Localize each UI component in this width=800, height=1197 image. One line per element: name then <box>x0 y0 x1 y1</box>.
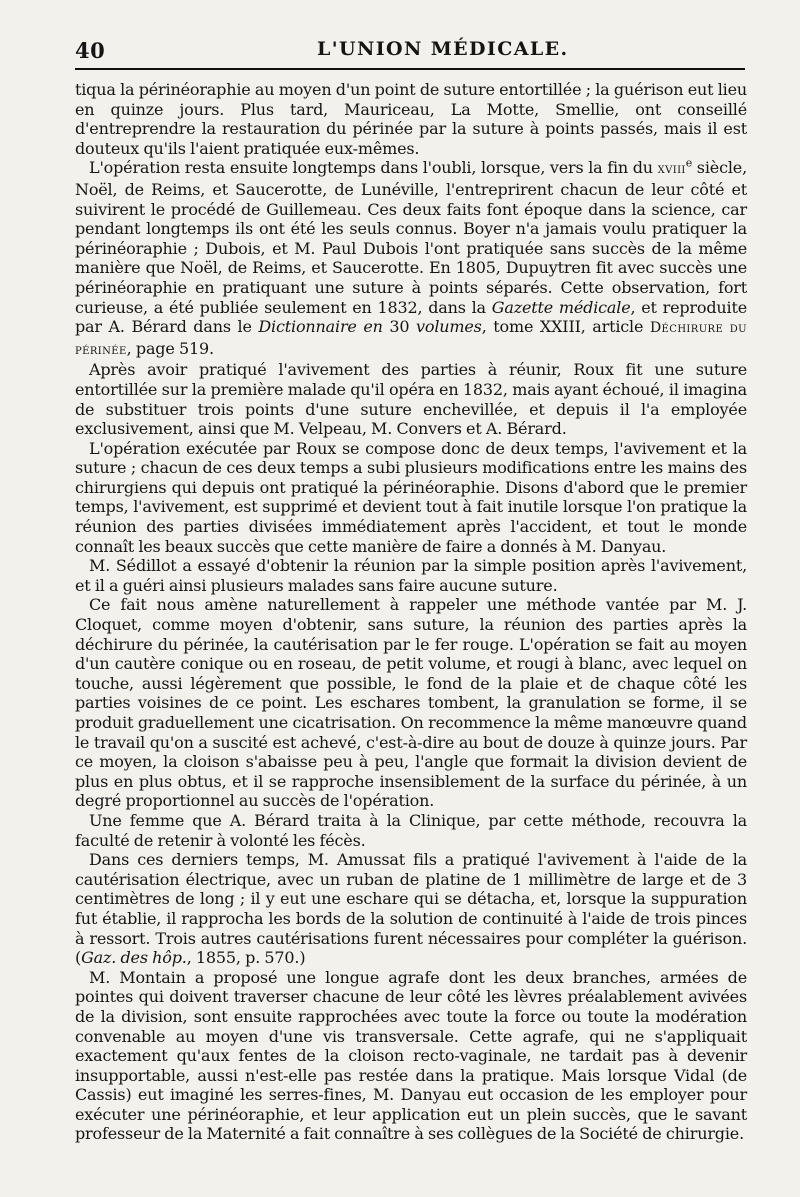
italic-text-run: Gazette médicale <box>491 297 631 317</box>
paragraph <box>75 595 747 811</box>
paragraph <box>75 360 747 438</box>
italic-text-run: volumes <box>416 317 482 337</box>
paragraph <box>75 850 747 968</box>
superscript-text-run: e <box>685 157 693 171</box>
running-title: L'UNION MÉDICALE. <box>317 38 569 60</box>
text-run: , tome XXIII, article <box>481 317 650 337</box>
paragraph <box>75 556 747 595</box>
header-rule <box>75 68 745 70</box>
paragraph <box>75 80 747 158</box>
text-run: , et reproduite par A. Bérard dans le <box>75 297 748 337</box>
text-run: M. Montain a proposé une longue agrafe dont les deux branches, armées de pointes qui doivent traverser chacune de leur côté les lèvres préalablement avivées de la division, sont ensuite rapprochées avec toute la force ou toute la modération convenable au moyen d'une vis transversale. Cette agrafe, qui ne s'appliquait exactement qu'aux fentes de la cloison recto-vaginale, ne tardait pas à devenir insupportable, aussi n'est-elle pas restée dans la pratique. Mais lorsque Vidal (de Cassis) eut imaginé les serres-fines, M. Danyau eut occasion de les employer pour exécuter une périnéoraphie, et leur application eut un plein succès, que le savant professeur de la Maternité a fait connaître à ses collègues de la Société de chirurgie. <box>75 967 747 1144</box>
text-run: siècle, Noël, de Reims, et Saucerotte, de Lunéville, l'entreprirent chacun de leur côté et suivirent le procédé de Guillemeau. Ces deux faits font époque dans la science, car pendant longtemps ils ont été les seuls connus. Boyer n'a jamais voulu pratiquer la périnéoraphie ; Dubois, et M. Paul Dubois l'ont pratiquée sans succès de la même manière que Noël, de Reims, et Saucerotte. En 1805, Dupuytren fit avec succès une périnéoraphie en pratiquant une suture à points séparés. Cette observation, fort curieuse, a été publiée seulement en 1832, dans la <box>75 158 747 317</box>
page-number: 40 <box>75 38 106 63</box>
text-run: L'opération resta ensuite longtemps dans l'oubli, lorsque, vers la fin du <box>89 158 658 178</box>
text-run: L'opération exécutée par Roux se compose donc de deux temps, l'avivement et la suture ; chacun de ces deux temps a subi plusieurs modifications entre les mains des chirurgiens qui depuis ont pratiqué la périnéoraphie. Disons d'abord que le premier temps, l'avivement, est supprimé et devient tout à fait inutile lorsque l'on pratique la réunion des parties divisées immédiatement après l'accident, et tout le monde connaît les beaux succès que cette manière de faire a donnés à M. Danyau. <box>75 438 747 556</box>
paragraph <box>75 968 747 1144</box>
page-header <box>75 34 745 64</box>
text-run: Une femme que A. Bérard traita à la Clinique, par cette méthode, recouvra la faculté de retenir à volonté les fécès. <box>75 810 747 850</box>
paragraph <box>75 811 747 850</box>
text-run: Dans ces derniers temps, M. Amussat fils a pratiqué l'avivement à l'aide de la cautérisation électrique, avec un ruban de platine de 1 millimètre de large et de 3 centimètres de long ; il y eut une eschare qui se détacha, et, lorsque la suppuration fut établie, il rapprocha les bords de la solution de continuité à l'aide de trois pinces à ressort. Trois autres cautérisations furent nécessaires pour compléter la guérison. ( <box>75 850 747 968</box>
text-run: , page 519. <box>126 338 214 358</box>
small-caps-text-run: Déchirure du périnée <box>75 320 747 358</box>
text-run: Après avoir pratiqué l'avivement des parties à réunir, Roux fit une suture entortillée sur la première malade qu'il opéra en 1832, mais ayant échoué, il imagina de substituer trois points d'une suture enchevillée, et depuis il l'a employée exclusivement, ainsi que M. Velpeau, M. Convers et A. Bérard. <box>75 360 747 439</box>
italic-text-run: Dictionnaire en <box>258 317 383 337</box>
text-run: Ce fait nous amène naturellement à rappeler une méthode vantée par M. J. Cloquet, comme moyen d'obtenir, sans suture, la réunion des parties après la déchirure du périnée, la cautérisation par le fer rouge. L'opération se fait au moyen d'un cautère conique ou en roseau, de petit volume, et rougi à blanc, avec lequel on touche, aussi légèrement que possible, le fond de la plaie et de chaque côté les parties voisines de ce point. Les eschares tombent, la granulation se forme, il se produit graduellement une cicatrisation. On recommence la même manœuvre quand le travail qu'on a suscité est achevé, c'est-à-dire au bout de douze à quinze jours. Par ce moyen, la cloison s'abaisse peu à peu, l'angle que formait la division devient de plus en plus obtus, et il se rapproche insensiblement de la surface du périnée, à un degré proportionnel au succès de l'opération. <box>75 595 747 811</box>
paragraph <box>75 439 747 557</box>
text-run: 30 <box>382 317 417 337</box>
small-caps-text-run: xviii <box>657 161 686 178</box>
body-text <box>75 80 747 1144</box>
text-run: tiqua la périnéoraphie au moyen d'un point de suture entortillée ; la guérison eut lieu en quinze jours. Plus tard, Mauriceau, La Motte, Smellie, ont conseillé d'entreprendre la restauration du périnée par la suture à points passés, mais il est douteux qu'ils l'aient pratiquée eux-mêmes. <box>75 80 747 158</box>
italic-text-run: Gaz. des hôp. <box>81 948 187 968</box>
paragraph <box>75 158 747 360</box>
text-run: , 1855, p. 570.) <box>186 948 306 968</box>
text-run: M. Sédillot a essayé d'obtenir la réunion par la simple position après l'avivement, et il a guéri ainsi plusieurs malades sans faire aucune suture. <box>75 556 747 595</box>
